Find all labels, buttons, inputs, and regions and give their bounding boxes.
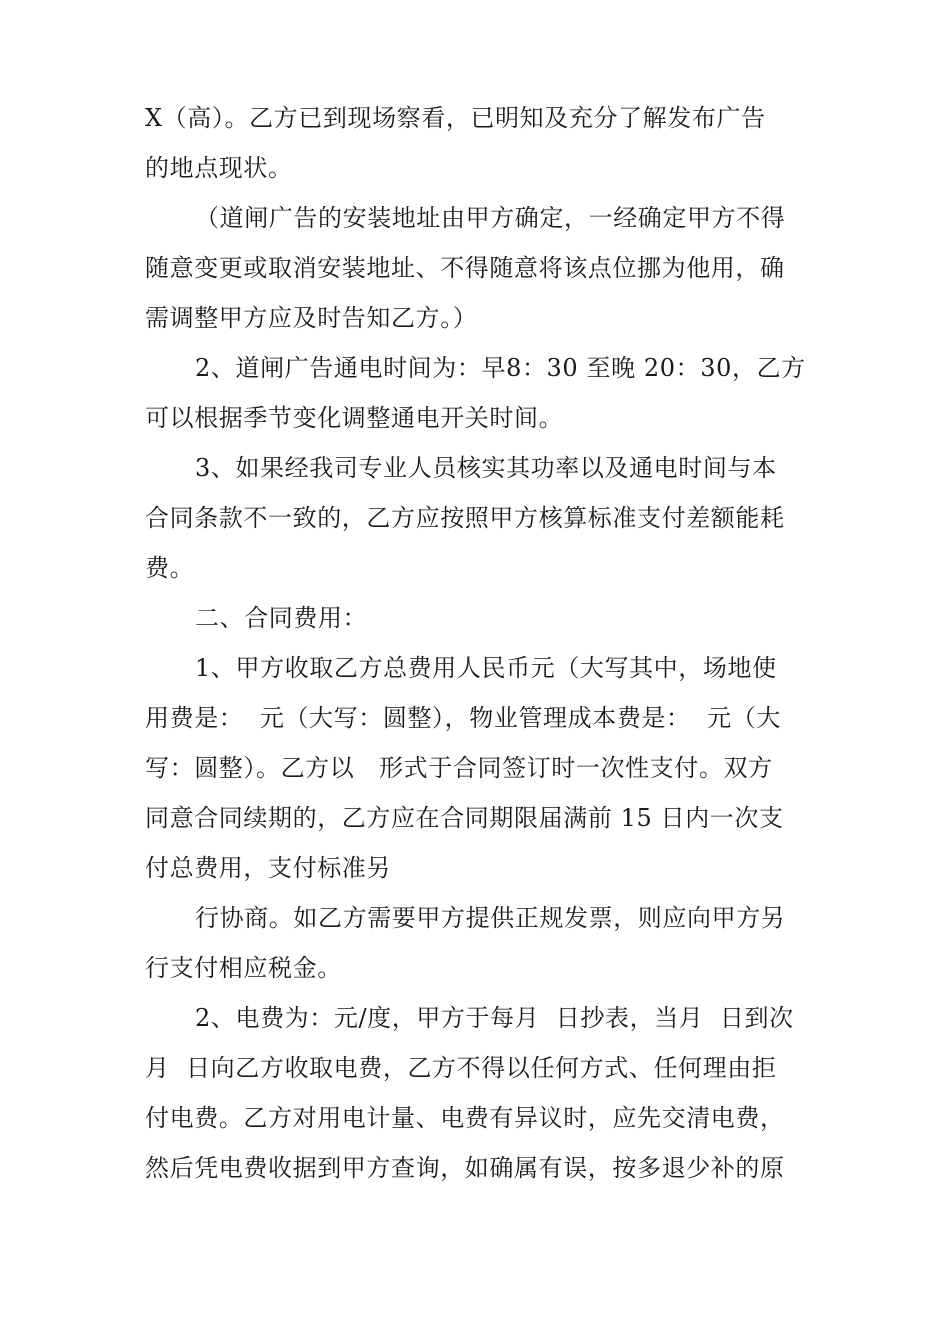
text-line: 用费是： 元（大写：圆整），物业管理成本费是： 元（大 [145, 704, 781, 732]
text-line: 付总费用，支付标准另 [145, 854, 391, 882]
text-line: 随意变更或取消安装地址、不得随意将该点位挪为他用，确 [145, 254, 785, 282]
text-line: 然后凭电费收据到甲方查询，如确属有误，按多退少补的原 [145, 1154, 785, 1182]
text-line: 的地点现状。 [145, 154, 293, 182]
section-heading: 二、合同费用： [195, 604, 368, 632]
text-line: 行协商。如乙方需要甲方提供正规发票，则应向甲方另 [195, 904, 786, 932]
text-line: 写：圆整）。乙方以 形式于合同签订时一次性支付。双方 [145, 754, 773, 782]
text-line: 同意合同续期的，乙方应在合同期限届满前 15 日内一次支 [145, 804, 784, 832]
text-line: 1、甲方收取乙方总费用人民币元（大写其中，场地使 [195, 654, 777, 682]
text-line: 需调整甲方应及时告知乙方。） [145, 304, 478, 332]
text-line: （道闸广告的安装地址由甲方确定，一经确定甲方不得 [195, 204, 786, 232]
text-line: 费。 [145, 554, 195, 582]
text-line: 合同条款不一致的，乙方应按照甲方核算标准支付差额能耗 [145, 504, 785, 532]
text-line: X（高）。乙方已到现场察看，已明知及充分了解发布广告 [145, 104, 766, 132]
text-line: 付电费。乙方对用电计量、电费有异议时，应先交清电费， [145, 1104, 785, 1132]
text-line: 月 日向乙方收取电费，乙方不得以任何方式、任何理由拒 [145, 1054, 777, 1082]
text-line: 2、道闸广告通电时间为：早8：30 至晚 20：30，乙方 [195, 354, 806, 382]
text-line: 3、如果经我司专业人员核实其功率以及通电时间与本 [195, 454, 777, 482]
text-line: 行支付相应税金。 [145, 954, 342, 982]
text-line: 2、电费为：元/度，甲方于每月 日抄表，当月 日到次 [195, 1004, 794, 1032]
text-line: 可以根据季节变化调整通电开关时间。 [145, 404, 564, 432]
